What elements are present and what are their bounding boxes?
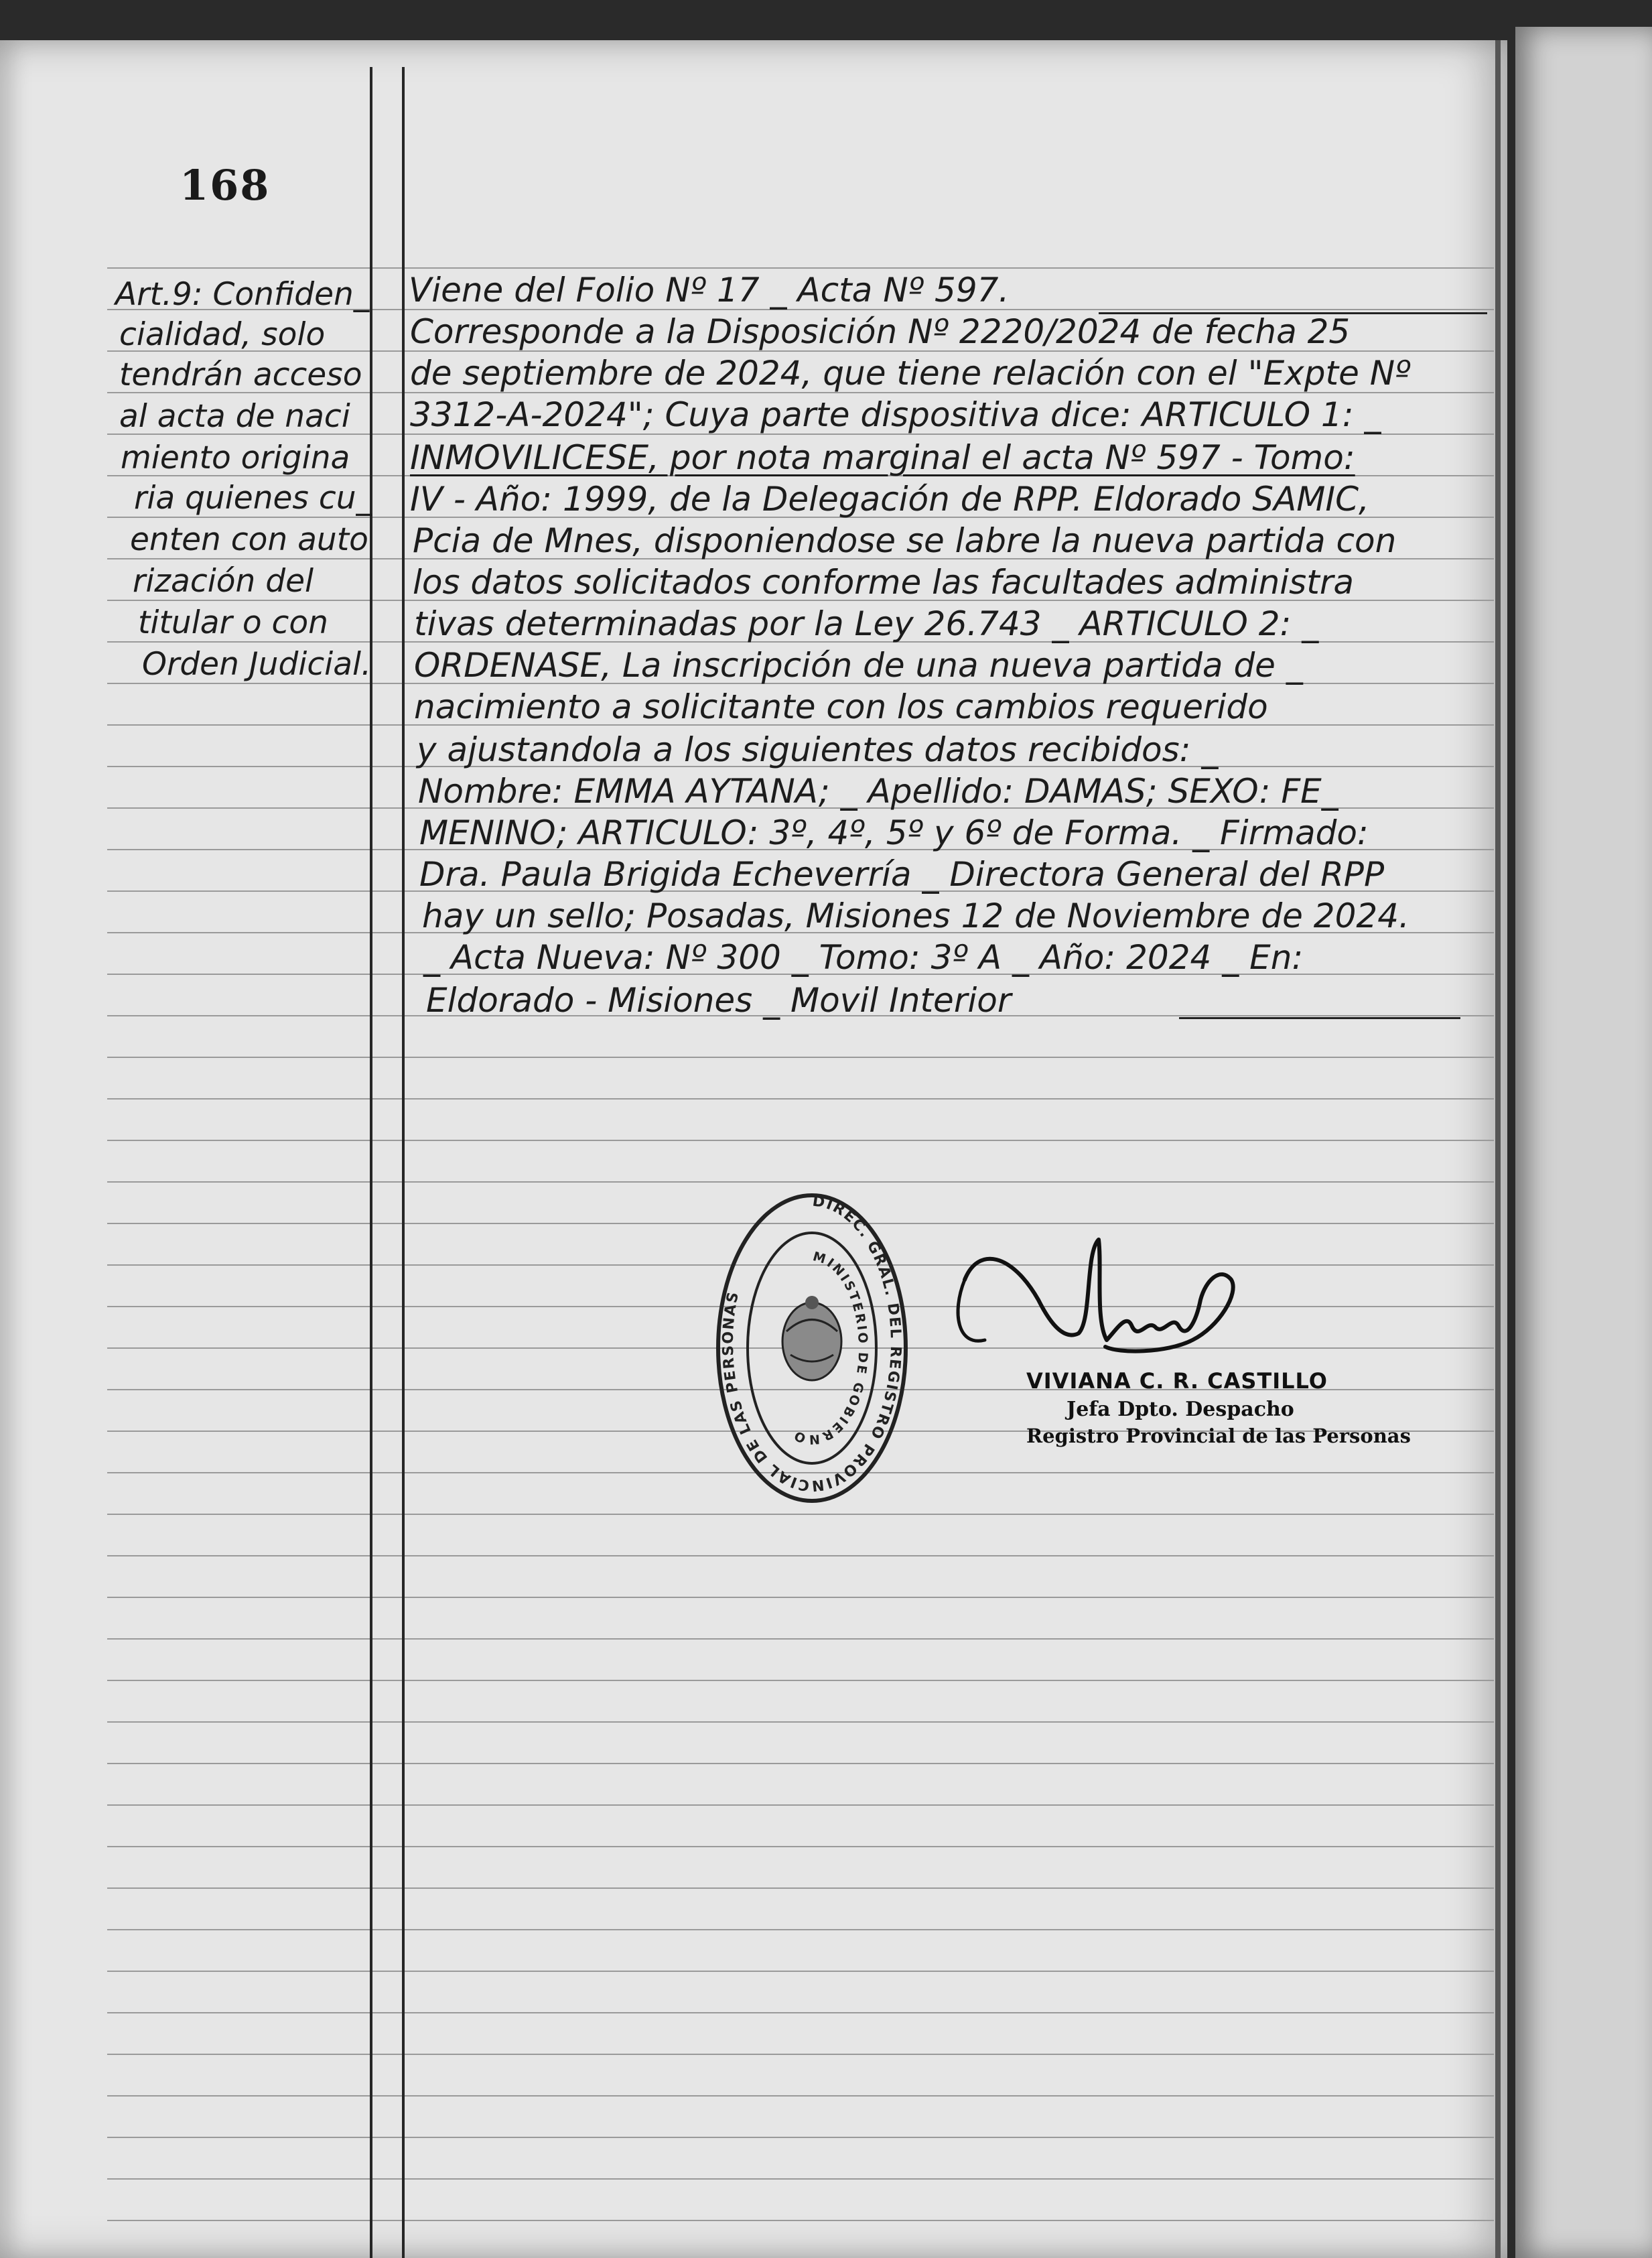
entry-line: ORDENASE, La inscripción de una nueva partida de _ bbox=[414, 646, 1303, 685]
fill-dash bbox=[1179, 1017, 1460, 1019]
entry-line: MENINO; ARTICULO: 3º, 4º, 5º y 6º de Forma. _ Firmado: bbox=[419, 813, 1369, 852]
page-edge bbox=[1495, 40, 1501, 2258]
entry-line: hay un sello; Posadas, Misiones 12 de Noviembre de 2024. bbox=[422, 896, 1409, 935]
entry-line: Pcia de Mnes, disponiendose se labre la nueva partida con bbox=[413, 521, 1397, 560]
margin-note-line: titular o con bbox=[138, 604, 328, 641]
stamp-outer-text: DIREC. GRAL. DEL REGISTRO PROVINCIAL DE LAS PERSONAS bbox=[719, 1193, 904, 1494]
signatory-title: Jefa Dpto. Despacho bbox=[1066, 1398, 1294, 1421]
entry-line: los datos solicitados conforme las facultades administra bbox=[413, 563, 1355, 602]
official-stamp bbox=[711, 1187, 912, 1509]
entry-line: y ajustandola a los siguientes datos recibidos: _ bbox=[417, 730, 1219, 769]
entry-line: Corresponde a la Disposición Nº 2220/2024 de fecha 25 bbox=[410, 312, 1351, 351]
entry-line: tivas determinadas por la Ley 26.743 _ ARTICULO 2: _ bbox=[414, 604, 1319, 643]
margin-rule bbox=[370, 67, 372, 2258]
register-page bbox=[0, 40, 1507, 2258]
entry-line: _ Acta Nueva: Nº 300 _ Tomo: 3º A _ Año: 2024 _ En: bbox=[423, 938, 1304, 977]
margin-note-line: al acta de naci bbox=[119, 398, 350, 435]
coat-of-arms-icon bbox=[782, 1296, 841, 1380]
handwritten-signature bbox=[951, 1226, 1259, 1387]
margin-note-line: rización del bbox=[133, 563, 314, 600]
margin-note-line: Art.9: Confiden_ bbox=[115, 276, 370, 313]
entry-line: IV - Año: 1999, de la Delegación de RPP. Eldorado SAMIC, bbox=[410, 480, 1369, 519]
margin-note-line: Orden Judicial. bbox=[142, 646, 372, 683]
entry-line: nacimiento a solicitante con los cambios requerido bbox=[414, 687, 1268, 726]
margin-note-line: miento origina bbox=[121, 440, 350, 476]
margin-note-line: cialidad, solo bbox=[119, 316, 326, 353]
facing-page bbox=[1515, 27, 1652, 2258]
body-rule bbox=[402, 67, 405, 2258]
signatory-name: VIVIANA C. R. CASTILLO bbox=[1026, 1368, 1328, 1394]
entry-line: de septiembre de 2024, que tiene relación con el "Expte Nº bbox=[410, 354, 1411, 393]
margin-note-line: tendrán acceso bbox=[119, 356, 362, 393]
page-number: 168 bbox=[180, 161, 271, 210]
entry-line: Nombre: EMMA AYTANA; _ Apellido: DAMAS; SEXO: FE_ bbox=[418, 772, 1338, 811]
margin-note-line: enten con auto bbox=[130, 521, 368, 558]
stamp-inner-text: MINISTERIO DE GOBIERNO bbox=[790, 1249, 871, 1447]
margin-note-line: ria quienes cu_ bbox=[134, 480, 372, 517]
entry-line: 3312-A-2024"; Cuya parte dispositiva dice: ARTICULO 1: _ bbox=[410, 395, 1381, 434]
signatory-office: Registro Provincial de las Personas bbox=[1026, 1424, 1411, 1447]
entry-line: Eldorado - Misiones _ Movil Interior bbox=[426, 981, 1012, 1020]
entry-line: INMOVILICESE, por nota marginal el acta Nº 597 - Tomo: bbox=[410, 438, 1355, 477]
entry-line: Viene del Folio Nº 17 _ Acta Nº 597. bbox=[409, 271, 1010, 310]
entry-line: Dra. Paula Brigida Echeverría _ Directora General del RPP bbox=[419, 855, 1385, 894]
